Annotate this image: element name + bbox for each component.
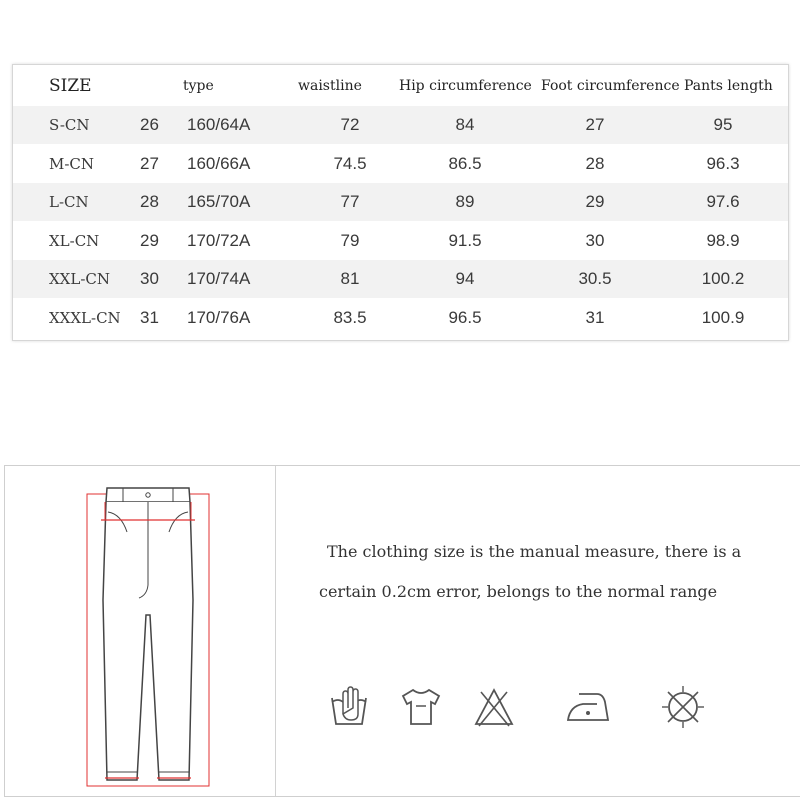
cell-number: 28 (140, 192, 159, 211)
hand-wash-icon (326, 684, 372, 730)
cell-hip: 94 (455, 269, 475, 288)
cell-size: M-CN (49, 154, 95, 173)
iron-low-icon (565, 684, 611, 730)
header-size: SIZE (49, 76, 92, 96)
cell-number: 31 (140, 307, 159, 327)
no-dry-clean-icon (660, 684, 706, 730)
cell-waistline: 77 (340, 192, 360, 211)
note-line-2: certain 0.2cm error, belongs to the normal range (319, 582, 718, 601)
cell-waistline: 83.5 (333, 307, 367, 327)
cell-length: 95 (713, 115, 733, 134)
cell-length: 100.9 (701, 307, 745, 327)
table-row (13, 260, 788, 298)
cell-foot: 30.5 (578, 269, 612, 288)
cell-number: 29 (140, 230, 159, 250)
cell-hip: 84 (455, 115, 475, 134)
cell-type: 170/74A (187, 269, 251, 288)
cell-type: 160/64A (187, 115, 251, 134)
header-length: Pants length (684, 78, 773, 94)
cell-hip: 91.5 (448, 230, 482, 250)
no-tumble-dry-tshirt-icon (398, 684, 444, 730)
cell-length: 97.6 (706, 192, 740, 211)
cell-hip: 96.5 (448, 307, 482, 327)
cell-type: 170/72A (187, 230, 251, 250)
no-bleach-icon (471, 684, 517, 730)
cell-number: 27 (140, 153, 159, 173)
cell-hip: 86.5 (448, 153, 482, 173)
table-header-row (13, 67, 788, 105)
cell-waistline: 72 (340, 115, 360, 134)
cell-type: 160/66A (187, 153, 251, 173)
cell-foot: 28 (585, 153, 605, 173)
cell-size: L-CN (49, 193, 89, 211)
cell-size: XXL-CN (49, 270, 110, 288)
header-hip: Hip circumference (399, 78, 532, 94)
header-foot: Foot circumference (541, 78, 680, 94)
cell-foot: 27 (585, 115, 605, 134)
cell-size: XL-CN (49, 231, 100, 250)
pants-diagram (83, 480, 213, 790)
cell-waistline: 74.5 (333, 153, 367, 173)
header-waistline: waistline (298, 78, 362, 94)
cell-size: S-CN (49, 116, 90, 134)
cell-foot: 31 (585, 307, 605, 327)
cell-length: 98.9 (706, 230, 740, 250)
note-line-1: The clothing size is the manual measure, there is a (327, 542, 742, 561)
cell-length: 100.2 (701, 269, 745, 288)
header-type: type (183, 78, 214, 94)
info-panel (4, 465, 800, 797)
cell-number: 26 (140, 115, 159, 134)
cell-hip: 89 (455, 192, 475, 211)
cell-size: XXXL-CN (49, 308, 121, 327)
cell-waistline: 81 (340, 269, 360, 288)
cell-number: 30 (140, 269, 159, 288)
cell-type: 165/70A (187, 192, 251, 211)
panel-divider (275, 466, 276, 796)
cell-foot: 30 (585, 230, 605, 250)
table-row (13, 145, 788, 183)
size-table (12, 64, 789, 341)
table-row (13, 183, 788, 221)
cell-foot: 29 (585, 192, 605, 211)
table-row (13, 106, 788, 144)
table-row (13, 222, 788, 260)
table-row (13, 299, 788, 337)
cell-waistline: 79 (340, 230, 360, 250)
cell-length: 96.3 (706, 153, 740, 173)
cell-type: 170/76A (187, 307, 251, 327)
